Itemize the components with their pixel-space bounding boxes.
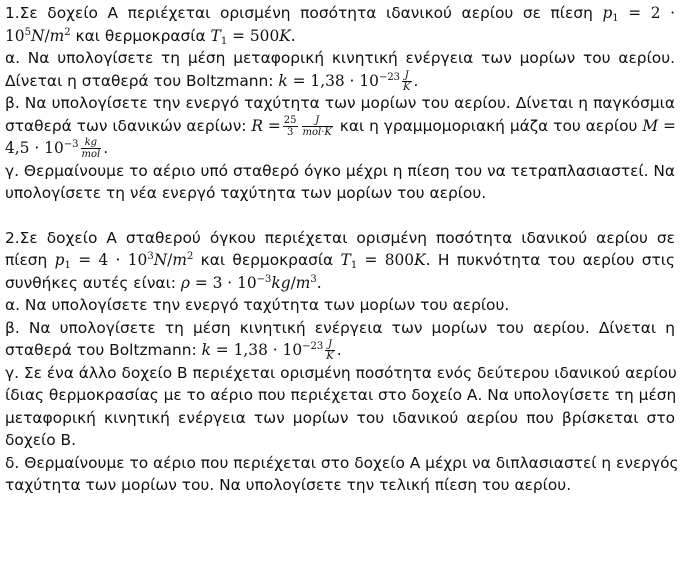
p1-b-line-3: $4,5 \cdot 10^{-3}$ $\frac{kg}{\text{mol}}$ . [5, 137, 109, 160]
p2-question-a: α. Να υπολογίσετε την ενεργό ταχύτητα των μορίων του αερίου. [5, 296, 510, 314]
density-formula: ρ [180, 273, 190, 292]
unit-kg-per-mol: $\frac{kg}{\text{mol}}$ [81, 137, 101, 160]
p2-c-line-3 [5, 407, 675, 430]
p2-question-c-cont-3: δοχείο Β. [5, 431, 77, 449]
fraction-25-3: $\frac{25}{3}$ [283, 114, 297, 138]
boltzmann-formula: k [278, 71, 288, 90]
p1-temperature-formula: $T_1$ [210, 26, 228, 47]
p2-c-line-4 [5, 429, 675, 452]
p1-pressure-formula: $p_1$ [602, 4, 619, 24]
p2-question-b: β. Να υπολογίσετε τη μέση κινητική ενέργεια των μορίων του αερίου. Δίνεται η [5, 318, 675, 337]
p1-gas-constant-label: σταθερά των ιδανικών αερίων: [5, 116, 247, 135]
molar-mass-value: $4,5 \cdot 10^{-3}$ [5, 139, 79, 157]
p2-b-line-2: σταθερά του Boltzmann: $k = 1,38 \cdot 10^{-23}$ $\frac{J}{K}$ . [5, 339, 342, 362]
p1-b-line-2: σταθερά των ιδανικών αερίων: R = $\frac{25}{3}$ $\frac{J}{\text{mol·K}}$ και η γραμμομοριακή μάζα του αερίου M = [5, 114, 676, 138]
p2-density-label: συνθήκες αυτές είναι: [5, 273, 176, 292]
p2-boltzmann-label: σταθερά του Boltzmann: [5, 341, 197, 359]
p1-c-line-1 [5, 160, 675, 183]
p2-a-line [5, 294, 675, 317]
p1-temp-text: και θερμοκρασία [75, 26, 206, 45]
p2-question-c: γ. Σε ένα άλλο δοχείο Β περιέχεται ορισμένη ποσότητα ενός δεύτερου ιδανικού αερίου [5, 363, 677, 382]
p2-line-1 [5, 227, 675, 250]
p1-a-line-1 [5, 47, 675, 70]
p1-boltzmann-label: Δίνεται η σταθερά του Boltzmann: [5, 71, 274, 90]
p2-line-2: πίεση $p_1 = 4 \cdot 10^3N/m^2$ και θερμοκρασία $T_1 = 800K$. Η πυκνότητα του αερίου στις [5, 251, 675, 271]
unit-j-per-mol-k: $\frac{J}{\text{mol·K}}$ [302, 114, 332, 138]
p2-question-c-cont-1: ίδιας θερμοκρασίας με το αέριο που περιέχεται στο δοχείο Α. Να υπολογίσετε τη μέση [5, 386, 677, 404]
problem-separator [5, 205, 675, 227]
p2-b-line-1 [5, 317, 675, 340]
p2-d-line-2 [5, 474, 675, 497]
p1-b-line-1 [5, 92, 675, 115]
p1-c-line-2 [5, 182, 675, 205]
p2-c-line-1 [5, 362, 675, 385]
p1-question-c-cont: υπολογίσετε τη νέα ενεργό ταχύτητα των μορίων του αερίου. [5, 184, 487, 202]
p1-pressure-value: $10^5N/m^2$ [5, 26, 71, 45]
unit-j-per-k: $\frac{J}{K}$ [403, 69, 411, 93]
p2-d-line-1 [5, 452, 679, 475]
p2-line-3: συνθήκες αυτές είναι: $\rho = 3 \cdot 10^{-3}kg/m^3$. [5, 273, 322, 292]
p2-intro-text: 2.Σε δοχείο Α σταθερού όγκου περιέχεται ορισμένη ποσότητα ιδανικού αερίου σε [5, 228, 675, 247]
p2-temperature-formula: $T_1$ [340, 251, 358, 271]
p1-line-1: 1.Σε δοχείο Α περιέχεται ορισμένη ποσότητα ιδανικού αερίου σε πίεση $p_1 = 2$ · [5, 4, 675, 24]
p2-question-d-cont: ταχύτητα των μορίων του. Να υπολογίσετε την τελική πίεση του αερίου. [5, 476, 572, 494]
p2-pressure-label: πίεση [5, 251, 48, 269]
p2-c-line-2 [5, 384, 675, 407]
p1-question-b: β. Να υπολογίσετε την ενεργό ταχύτητα των μορίων του αερίου. Δίνεται η παγκόσμια [5, 94, 675, 112]
p1-line-2: $10^5N/m^2$ και θερμοκρασία $T_1 = 500K$. [5, 26, 296, 47]
p2-pressure-formula: $p_1$ [54, 251, 71, 271]
p1-question-a: α. Να υπολογίσετε τη μέση μεταφορική κινητική ενέργεια των μορίων του αερίου. [5, 49, 675, 67]
molar-mass-symbol: M [642, 116, 659, 135]
p2-question-c-cont-2: μεταφορική κινητική ενέργεια των μορίων του ιδανικού αερίου που βρίσκεται στο [5, 408, 675, 427]
p2-temp-label: και θερμοκρασία [200, 251, 334, 269]
gas-constant-formula: R [251, 116, 263, 135]
p1-question-c: γ. Θερμαίνουμε το αέριο υπό σταθερό όγκο μέχρι η πίεση του να τετραπλασιαστεί. Να [5, 161, 676, 180]
p2-density-text: Η πυκνότητα του αερίου στις [437, 251, 675, 269]
exercise-sheet [5, 2, 679, 497]
p2-unit-j-per-k: $\frac{J}{K}$ [326, 339, 334, 362]
p2-question-d: δ. Θερμαίνουμε το αέριο που περιέχεται στο δοχείο Α μέχρι να διπλασιαστεί η ενεργός [5, 453, 679, 472]
p1-intro-text: 1.Σε δοχείο Α περιέχεται ορισμένη ποσότητα ιδανικού αερίου σε πίεση [5, 4, 593, 22]
p1-a-line-2: Δίνεται η σταθερά του Boltzmann: $k = 1,38 \cdot 10^{-23}$ $\frac{J}{K}$ . [5, 69, 419, 93]
p2-boltzmann-formula: k [201, 341, 211, 359]
p1-molar-mass-label: και η γραμμομοριακή μάζα του αερίου [339, 116, 638, 135]
